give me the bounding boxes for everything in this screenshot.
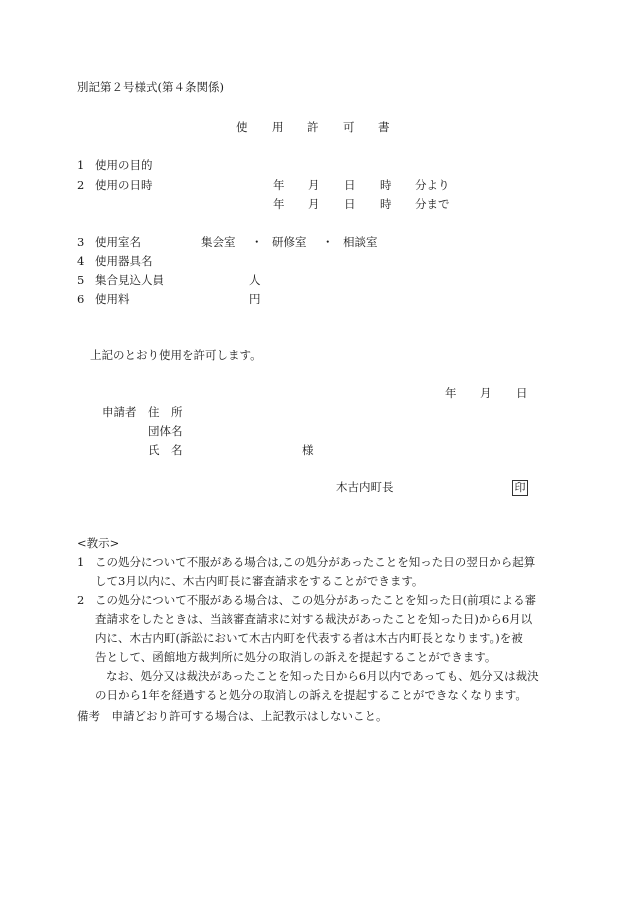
item-number: 6 (77, 292, 85, 306)
date-unit-day: 日 (344, 178, 356, 192)
item-equipment-label: 使用器具名 (95, 254, 153, 268)
date-unit-minute-until: 分まで (415, 197, 450, 211)
title-char: 使 (236, 120, 248, 134)
applicant-address-label: 住 所 (148, 405, 183, 419)
date-unit-month: 月 (308, 178, 320, 192)
date-unit-month: 月 (308, 197, 320, 211)
notice-text-line: この処分について不服がある場合は,この処分があったことを知った日の翌日から起算 (95, 555, 536, 569)
notice-text-line: して3月以内に、木古内町長に審査請求をすることができます。 (95, 574, 424, 588)
item-fee-label: 使用料 (95, 292, 130, 306)
applicant-honorific: 様 (302, 443, 314, 457)
date-unit-day: 日 (344, 197, 356, 211)
item-number: 1 (77, 158, 85, 172)
applicant-org-label: 団体名 (148, 424, 183, 438)
item-number: 3 (77, 235, 85, 249)
item-number: 2 (77, 178, 85, 192)
applicant-name-label: 氏 名 (148, 443, 183, 457)
title-char: 許 (307, 120, 319, 134)
room-separator: ・ (251, 235, 263, 249)
room-option-training-room: 研修室 (272, 235, 307, 249)
title-char: 書 (378, 120, 390, 134)
fee-unit: 円 (249, 292, 261, 306)
notice-text-line: 告として、函館地方裁判所に処分の取消しの訴えを提起することができます。 (95, 650, 497, 664)
item-number: 4 (77, 254, 85, 268)
applicant-label: 申請者 (102, 405, 137, 419)
seal-mark: 印 (512, 480, 528, 496)
title-char: 用 (272, 120, 284, 134)
date-unit-hour: 時 (380, 178, 392, 192)
notice-item-number: 1 (77, 555, 85, 569)
form-label: 別記第２号様式(第４条関係) (77, 80, 224, 94)
item-attendance-label: 集合見込人員 (95, 273, 164, 287)
notice-text-line: 査請求をしたときは、当該審査請求に対する裁決があったことを知った日)から6月以 (95, 612, 533, 626)
item-number: 5 (77, 273, 85, 287)
issue-date-year: 年 (445, 386, 457, 400)
notice-item-number: 2 (77, 593, 85, 607)
issue-date-month: 月 (480, 386, 492, 400)
issuer-title: 木古内町長 (336, 480, 394, 494)
attendance-unit: 人 (249, 273, 261, 287)
room-option-consultation-room: 相談室 (343, 235, 378, 249)
notice-text-line: この処分について不服がある場合は、この処分があったことを知った日(前項による審 (95, 593, 537, 607)
date-unit-hour: 時 (380, 197, 392, 211)
issue-date-day: 日 (516, 386, 528, 400)
permission-statement: 上記のとおり使用を許可します。 (90, 348, 262, 362)
item-datetime-label: 使用の日時 (95, 178, 153, 192)
item-purpose-label: 使用の目的 (95, 158, 153, 172)
notice-text-line: なお、処分又は裁決があったことを知った日から6月以内であっても、処分又は裁決 (106, 669, 539, 683)
date-unit-minute-from: 分より (415, 178, 450, 192)
date-unit-year: 年 (273, 178, 285, 192)
title-char: 可 (343, 120, 355, 134)
date-unit-year: 年 (273, 197, 285, 211)
room-option-meeting-hall: 集会室 (201, 235, 236, 249)
notice-text-line: 内に、木古内町(訴訟において木古内町を代表する者は木古内町長となります。)を被 (95, 631, 523, 645)
room-separator: ・ (322, 235, 334, 249)
remarks: 備考 申請どおり許可する場合は、上記教示はしないこと。 (77, 709, 388, 723)
notice-heading: <教示> (77, 536, 120, 550)
item-room-label: 使用室名 (95, 235, 141, 249)
notice-text-line: の日から1年を経過すると処分の取消しの訴えを提起することができなくなります。 (95, 688, 527, 702)
